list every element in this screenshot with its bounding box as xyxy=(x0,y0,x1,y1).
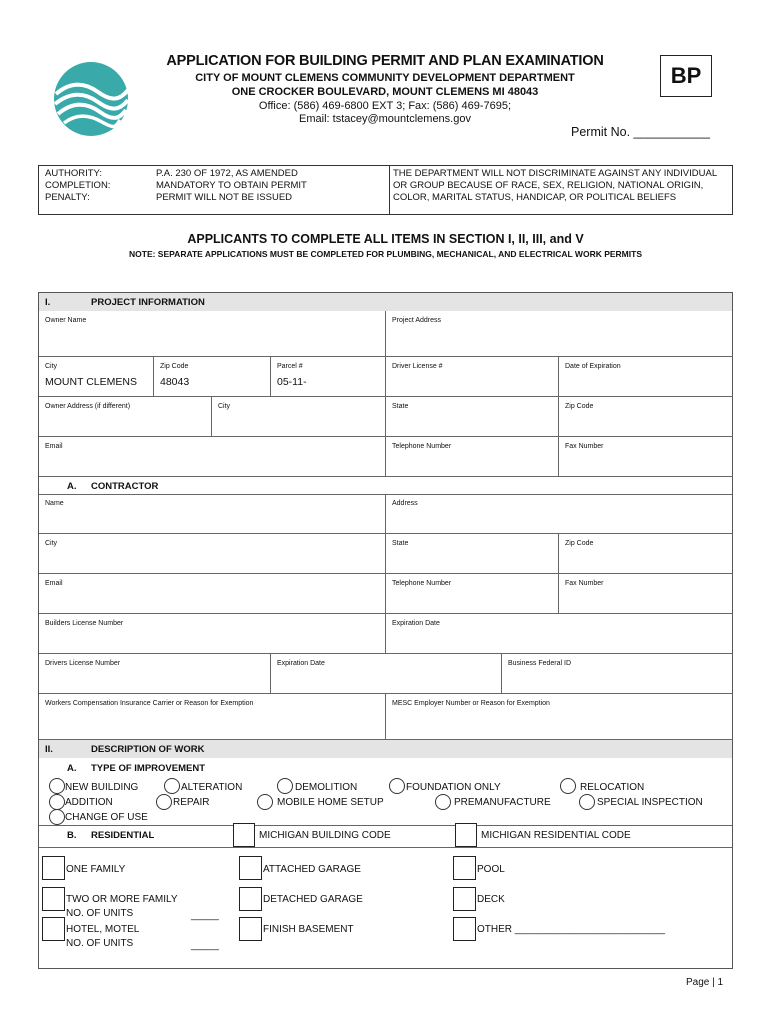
instructions-title: APPLICANTS TO COMPLETE ALL ITEMS IN SECTION I, II, III, and V xyxy=(187,232,584,246)
builders-license-field[interactable] xyxy=(39,614,386,654)
units-blank[interactable]: _____ xyxy=(191,940,219,951)
owner-zip-field[interactable] xyxy=(559,397,733,437)
option-label: ADDITION xyxy=(65,797,113,808)
field-label: Telephone Number xyxy=(392,443,452,450)
state-field[interactable] xyxy=(386,397,559,437)
zip-code-field[interactable] xyxy=(154,357,271,397)
permit-number-field[interactable]: Permit No. ___________ xyxy=(571,125,710,139)
option-label: ALTERATION xyxy=(181,782,243,793)
department-name: CITY OF MOUNT CLEMENS COMMUNITY DEVELOPMENT DEPARTMENT xyxy=(195,72,575,84)
michigan-residential-code-checkbox[interactable] xyxy=(455,823,477,847)
option-label: DEMOLITION xyxy=(295,782,358,793)
contractor-telephone-field[interactable] xyxy=(386,574,559,614)
option-label: FOUNDATION ONLY xyxy=(406,782,501,793)
field-label: Owner Name xyxy=(45,317,87,324)
field-label: Expiration Date xyxy=(392,620,440,627)
project-address-field[interactable] xyxy=(386,311,733,357)
authority-labels xyxy=(45,168,110,204)
option-label: FINISH BASEMENT xyxy=(263,924,354,935)
premanufacture-radio[interactable] xyxy=(435,794,451,810)
field-label: State xyxy=(392,403,409,410)
option-label: POOL xyxy=(477,864,505,875)
section-title: PROJECT INFORMATION xyxy=(91,297,205,308)
units-label: NO. OF UNITS xyxy=(66,908,134,919)
federal-id-field[interactable] xyxy=(502,654,733,694)
option-label: DETACHED GARAGE xyxy=(263,894,363,905)
contractor-title: CONTRACTOR xyxy=(91,481,159,492)
option-label: MICHIGAN RESIDENTIAL CODE xyxy=(481,830,631,841)
drivers-license-field[interactable] xyxy=(39,654,271,694)
authority-value: P.A. 230 OF 1972, AS AMENDED xyxy=(156,168,298,179)
contractor-fax-field[interactable] xyxy=(559,574,733,614)
city-value: MOUNT CLEMENS xyxy=(45,376,137,388)
drivers-expiration-field[interactable] xyxy=(271,654,502,694)
section-number: II. xyxy=(45,744,53,755)
department-email: Email: tstacey@mountclemens.gov xyxy=(299,113,471,125)
option-label: MICHIGAN BUILDING CODE xyxy=(259,830,391,841)
residential-num: B. xyxy=(67,830,77,841)
option-label: TWO OR MORE FAMILY xyxy=(66,894,178,905)
authority-label: AUTHORITY: xyxy=(45,168,103,179)
section-number: I. xyxy=(45,297,51,308)
field-label: Name xyxy=(45,500,64,507)
contractor-address-field[interactable] xyxy=(386,494,733,534)
penalty-label: PENALTY: xyxy=(45,192,90,203)
option-label: ATTACHED GARAGE xyxy=(263,864,361,875)
residential-title: RESIDENTIAL xyxy=(91,830,155,841)
contractor-num: A. xyxy=(67,481,77,492)
field-label: Parcel # xyxy=(277,363,303,370)
section-1-header xyxy=(39,293,732,311)
city-field[interactable] xyxy=(39,357,154,397)
telephone-field[interactable] xyxy=(386,437,559,477)
field-label: Fax Number xyxy=(565,580,604,587)
foundation-only-radio[interactable] xyxy=(389,778,405,794)
field-label: MESC Employer Number or Reason for Exemption xyxy=(392,700,550,707)
date-expiration-field[interactable] xyxy=(559,357,733,397)
option-label: OTHER ___________________________ xyxy=(477,924,665,935)
field-label: City xyxy=(45,540,58,547)
field-label: Date of Expiration xyxy=(565,363,621,370)
detached-garage-checkbox[interactable] xyxy=(239,887,262,911)
field-label: Email xyxy=(45,443,63,450)
owner-city-field[interactable] xyxy=(212,397,386,437)
deck-checkbox[interactable] xyxy=(453,887,476,911)
new-building-radio[interactable] xyxy=(49,778,65,794)
contractor-zip-field[interactable] xyxy=(559,534,733,574)
department-address: ONE CROCKER BOULEVARD, MOUNT CLEMENS MI 48043 xyxy=(231,86,539,98)
option-label: ONE FAMILY xyxy=(66,864,126,875)
contractor-state-field[interactable] xyxy=(386,534,559,574)
field-label: City xyxy=(45,363,58,370)
field-label: City xyxy=(218,403,231,410)
form-title: APPLICATION FOR BUILDING PERMIT AND PLAN EXAMINATION xyxy=(166,53,604,69)
relocation-radio[interactable] xyxy=(560,778,576,794)
driver-license-field[interactable] xyxy=(386,357,559,397)
field-label: Zip Code xyxy=(565,540,594,547)
application-form xyxy=(38,292,733,969)
field-label: Fax Number xyxy=(565,443,604,450)
field-label: Builders License Number xyxy=(45,620,124,627)
field-label: Zip Code xyxy=(565,403,594,410)
authority-box xyxy=(38,165,733,215)
units-blank[interactable]: _____ xyxy=(191,910,219,921)
section-title: DESCRIPTION OF WORK xyxy=(91,744,205,755)
instructions-note: NOTE: SEPARATE APPLICATIONS MUST BE COMPLETED FOR PLUMBING, MECHANICAL, AND ELECTRICAL WORK PERMITS xyxy=(129,249,642,259)
option-label: RELOCATION xyxy=(580,782,645,793)
workers-comp-field[interactable] xyxy=(39,694,386,740)
owner-address-field[interactable] xyxy=(39,397,212,437)
field-label: State xyxy=(392,540,409,547)
two-or-more-family-checkbox[interactable] xyxy=(42,887,65,911)
option-label: NEW BUILDING xyxy=(65,782,139,793)
form-code-badge: BP xyxy=(660,55,712,97)
field-label: Business Federal ID xyxy=(508,660,572,667)
field-label: Owner Address (if different) xyxy=(45,403,131,410)
one-family-checkbox[interactable] xyxy=(42,856,65,880)
hotel-motel-checkbox[interactable] xyxy=(42,917,65,941)
field-label: Expiration Date xyxy=(277,660,325,667)
option-label: CHANGE OF USE xyxy=(65,812,148,823)
improvement-title: TYPE OF IMPROVEMENT xyxy=(91,763,206,774)
builders-expiration-field[interactable] xyxy=(386,614,733,654)
option-label: REPAIR xyxy=(173,797,210,808)
contractor-name-field[interactable] xyxy=(39,494,386,534)
alteration-radio[interactable] xyxy=(164,778,180,794)
contractor-email-field[interactable] xyxy=(39,574,386,614)
repair-radio[interactable] xyxy=(156,794,172,810)
special-inspection-radio[interactable] xyxy=(579,794,595,810)
field-label: Drivers License Number xyxy=(45,660,121,667)
option-label: PREMANUFACTURE xyxy=(454,797,551,808)
department-phone: Office: (586) 469-6800 EXT 3; Fax: (586) 469-7695; xyxy=(258,100,512,112)
parcel-value: 05-11- xyxy=(277,376,307,388)
page-number: Page | 1 xyxy=(686,977,724,988)
field-label: Telephone Number xyxy=(392,580,452,587)
pool-checkbox[interactable] xyxy=(453,856,476,880)
option-label: MOBILE HOME SETUP xyxy=(277,797,384,808)
addition-radio[interactable] xyxy=(49,794,65,810)
email-field[interactable] xyxy=(39,437,386,477)
field-label: Driver License # xyxy=(392,363,443,370)
michigan-building-code-checkbox[interactable] xyxy=(233,823,255,847)
completion-value: MANDATORY TO OBTAIN PERMIT xyxy=(156,180,307,191)
field-label: Project Address xyxy=(392,317,442,324)
fax-field[interactable] xyxy=(559,437,733,477)
improvement-num: A. xyxy=(67,763,77,774)
attached-garage-checkbox[interactable] xyxy=(239,856,262,880)
authority-values xyxy=(156,168,307,204)
option-label: DECK xyxy=(477,894,505,905)
field-label: Address xyxy=(392,500,418,507)
field-label: Zip Code xyxy=(160,363,189,370)
option-label: HOTEL, MOTEL xyxy=(66,924,140,935)
owner-name-field[interactable] xyxy=(39,311,386,357)
zip-value: 48043 xyxy=(160,376,190,388)
parcel-field[interactable] xyxy=(271,357,386,397)
field-label: Workers Compensation Insurance Carrier or Reason for Exemption xyxy=(45,700,254,707)
other-checkbox[interactable] xyxy=(453,917,476,941)
field-label: Email xyxy=(45,580,63,587)
section-2-header xyxy=(39,740,732,758)
contractor-city-field[interactable] xyxy=(39,534,386,574)
demolition-radio[interactable] xyxy=(277,778,293,794)
mobile-home-setup-radio[interactable] xyxy=(257,794,273,810)
completion-label: COMPLETION: xyxy=(45,180,111,191)
non-discrimination-notice: THE DEPARTMENT WILL NOT DISCRIMINATE AGAINST ANY INDIVIDUAL OR GROUP BECAUSE OF RACE, SEX, RELIGION, NATIONAL ORIGIN, COLOR, MARITAL STATUS, HANDICAP, OR POLITICAL BELIEFS xyxy=(393,168,717,203)
finish-basement-checkbox[interactable] xyxy=(239,917,262,941)
change-of-use-radio[interactable] xyxy=(49,809,65,825)
units-label: NO. OF UNITS xyxy=(66,938,134,949)
penalty-value: PERMIT WILL NOT BE ISSUED xyxy=(156,192,293,203)
option-label: SPECIAL INSPECTION xyxy=(597,797,703,808)
mesc-field[interactable] xyxy=(386,694,733,740)
